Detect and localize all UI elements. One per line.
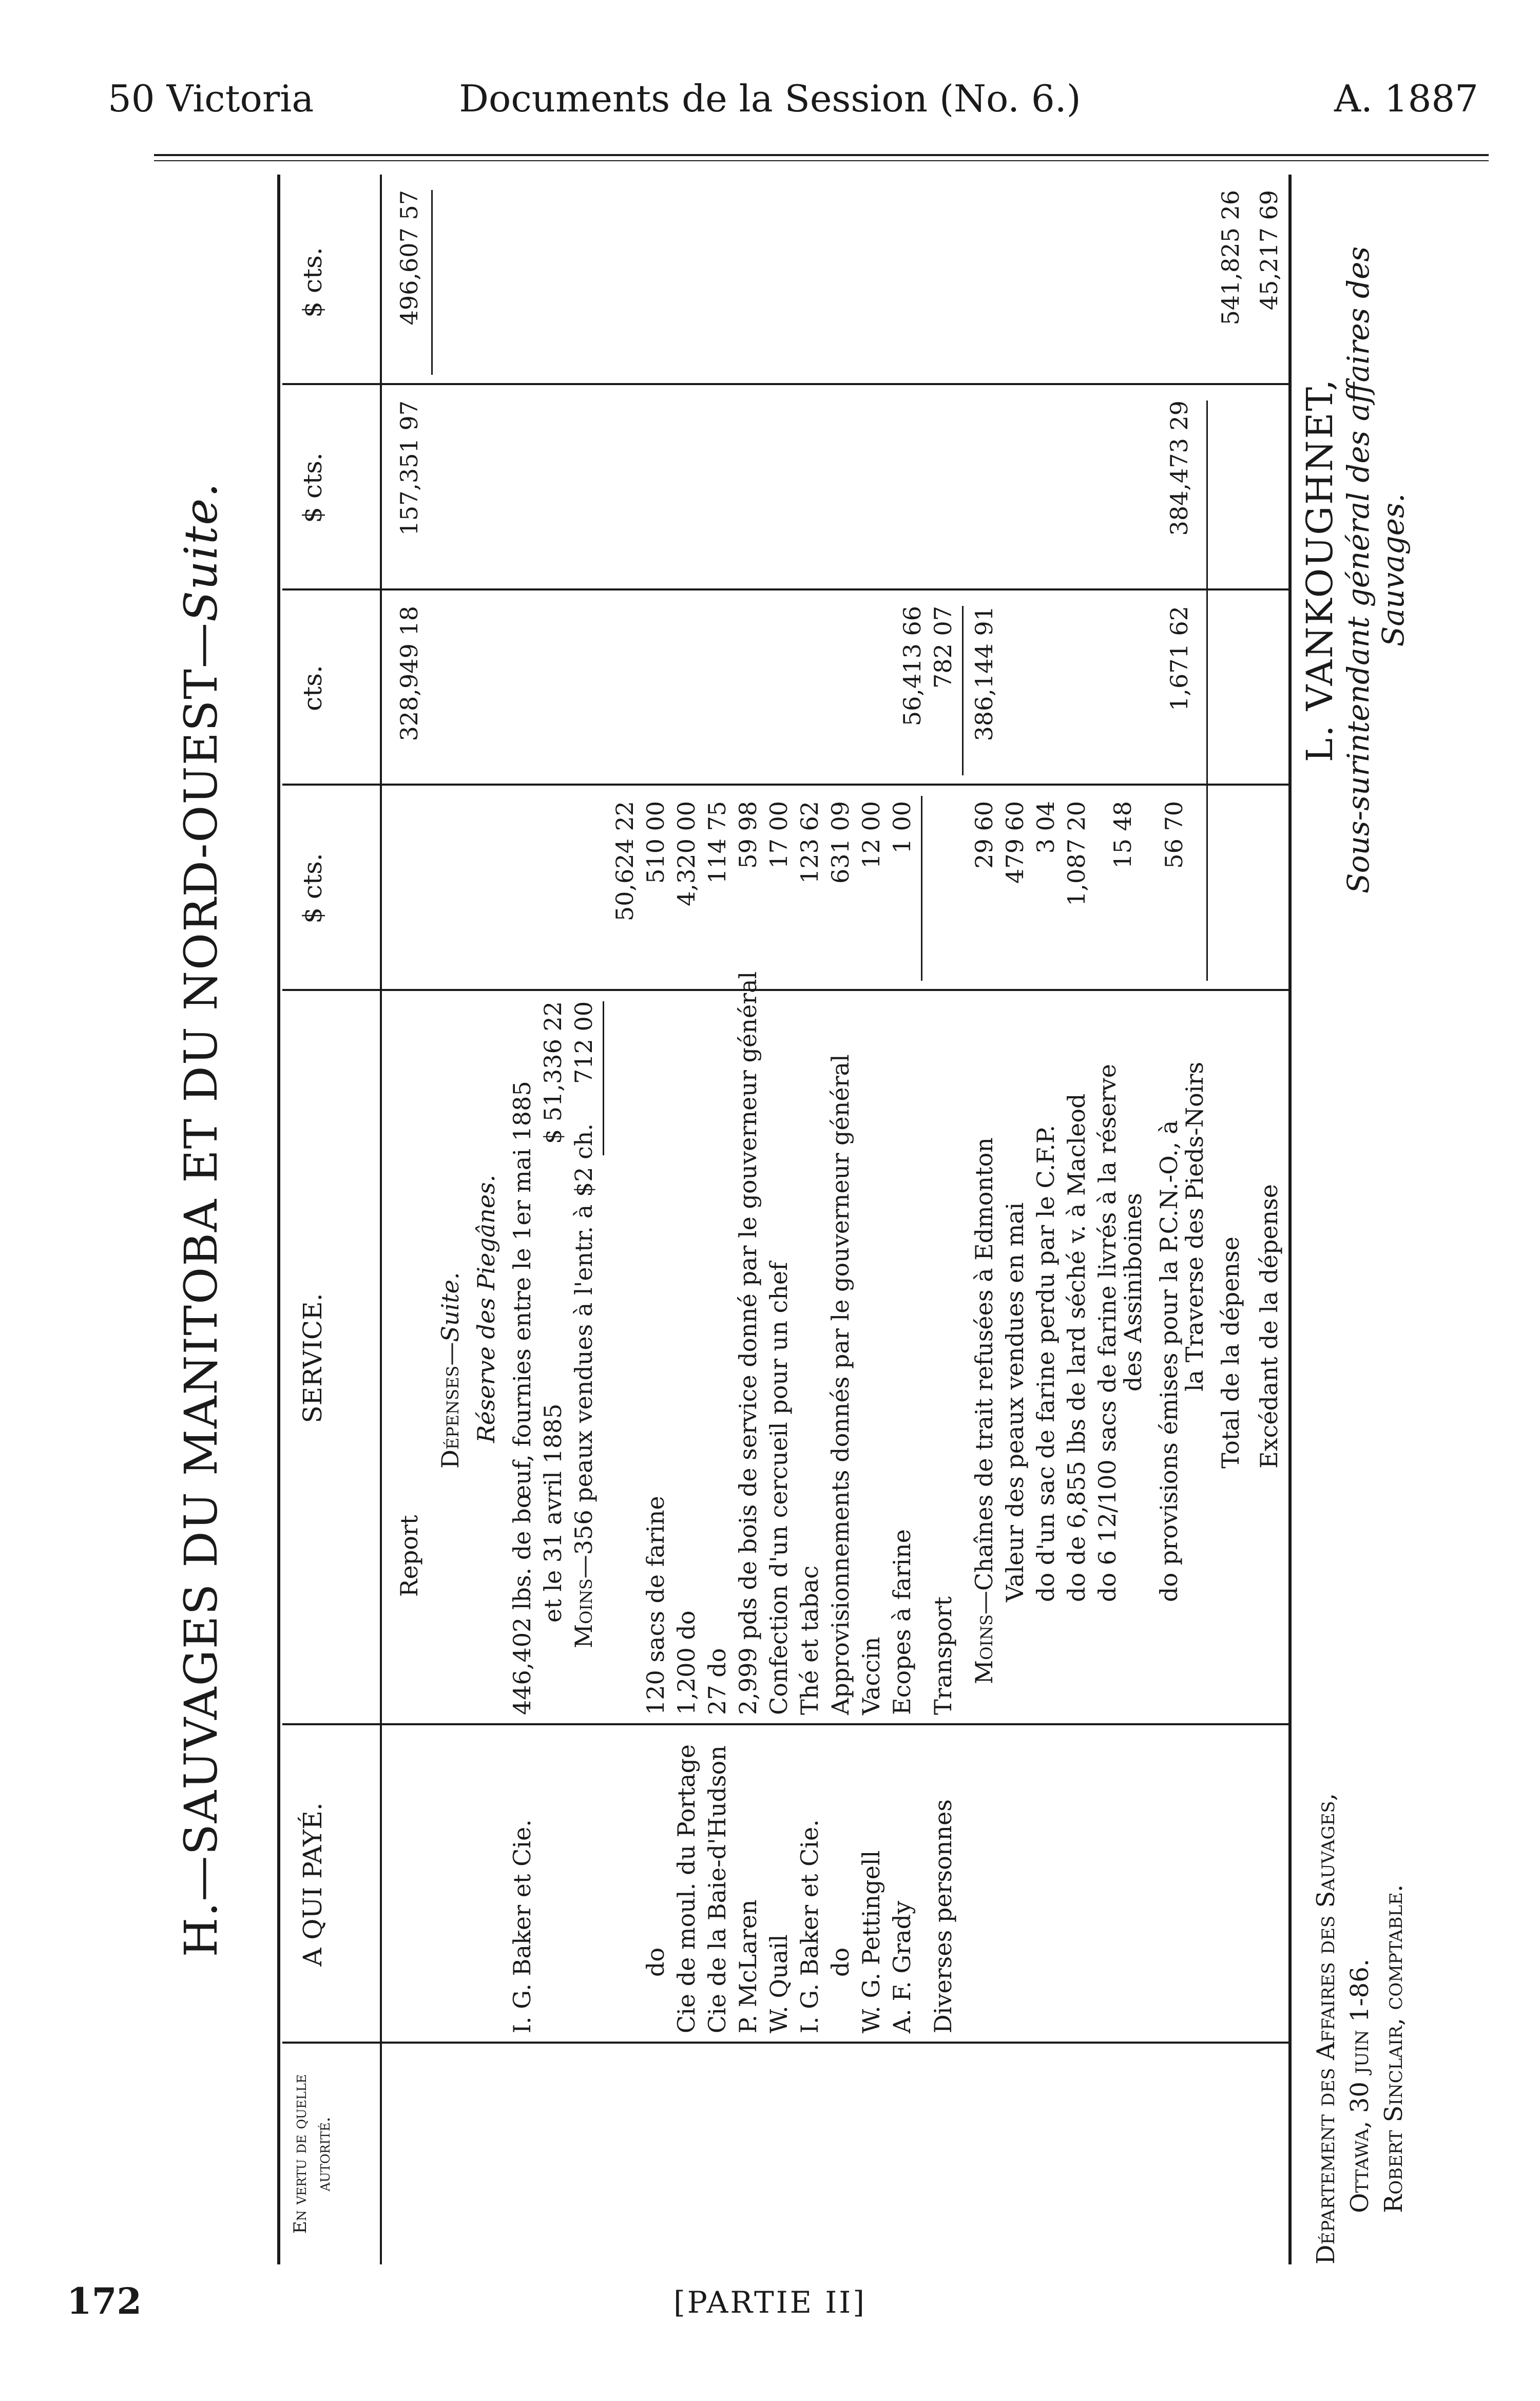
deduction-service: —Chaînes de trait refusées à Edmonton [970,1137,998,1615]
rotated-table-page [154,175,1448,2264]
table-head-rule [380,175,382,2264]
baker-amount-2: 712 00 [570,1001,598,1084]
page-number: 172 [67,2280,142,2322]
transport-amount: 782 07 [929,606,957,689]
report-amount-3: 157,351 97 [395,401,423,536]
items-subtotal-rule [921,796,922,981]
item-service: Confection d'un cercueil pour un chef [765,1262,793,1715]
item-payee: Cie de moul. du Portage [672,1744,700,2033]
item-amount: 59 98 [734,801,762,869]
report-amount-4: 496,607 57 [395,190,423,326]
transport-service: Transport [929,1596,957,1715]
deduction-service-cont: la Traverse des Pieds-Noirs [1181,1061,1208,1392]
baker-line-3-text: —356 peaux vendues à l'entr. à $2 ch. [570,1123,598,1579]
item-row [703,175,734,2264]
item-service: 120 sacs de farine [642,1496,669,1715]
item-row [857,175,888,2264]
section-head [436,1272,464,1469]
department-line-2: Ottawa, 30 juin 1-86. [1345,1958,1374,2213]
deductions-total-2: 1,671 62 [1165,606,1193,711]
deductions-total-3: 384,473 29 [1165,401,1193,536]
report-rule [431,190,433,375]
item-payee: A. F. Grady [888,1900,916,2033]
deduction-amount: 56 70 [1160,801,1188,869]
col-header-amount-1: $ cts. [298,853,328,924]
deduction-amount: 3 04 [1032,801,1060,854]
item-payee: I. G. Baker et Cie. [796,1819,823,2033]
col-header-payee: A QUI PAYÉ. [298,1802,328,1967]
item-payee: W. G. Pettingell [857,1850,885,2033]
excess-amount: 45,217 69 [1255,190,1283,311]
item-row [734,175,765,2264]
transport-rule [962,606,964,775]
col-header-authority: En vertu de quelle autorité. [290,2074,334,2234]
signatory-title: Sous-surintendant général des affaires des Sauvages. [1341,246,1411,894]
col-header-amount-4: $ cts. [298,247,328,318]
baker-payee: I. G. Baker et Cie. [508,1819,536,2033]
item-amount: 631 09 [826,801,854,884]
report-label: Report [395,1515,423,1597]
deductions-rule [1206,401,1208,981]
signatory-name: L. VANKOUGHNET, [1299,377,1341,763]
item-amount: 114 75 [703,801,731,884]
col-header-amount-3: $ cts. [298,452,328,523]
reserve-heading: Réserve des Piegânes. [472,1174,500,1443]
official-signature [1299,236,1411,904]
table-top-rule [277,175,280,2264]
item-row [765,175,796,2264]
item-amount: 12 00 [857,801,885,869]
item-row [642,175,672,2264]
report-amount-2: 328,949 18 [395,606,423,741]
total-amount: 541,825 26 [1217,190,1244,326]
baker-line-2: et le 31 avril 1885 [539,1403,567,1623]
item-amount: 1 00 [888,801,916,854]
deductions-label: Moins [970,1614,998,1684]
col-header-service: SERVICE. [298,1293,328,1423]
item-payee: do [642,1947,669,1977]
transport-payee: Diverses personnes [929,1799,957,2033]
baker-line-3 [570,1123,598,1648]
deduction-service-cont: des Assiniboines [1119,1193,1147,1392]
department-signature [1309,1793,1411,2264]
deduction-service: Valeur des peaux vendues en mai [1001,1202,1029,1602]
item-amount: 510 00 [642,801,669,884]
col-header-amount-2: cts. [298,665,328,711]
table-title [175,175,227,2264]
baker-amount-c1: 50,624 22 [611,801,639,922]
deduction-service: do de 6,855 lbs de lard séché v. à Macleod [1063,1093,1090,1602]
total-label: Total de la dépense [1217,1236,1244,1469]
deduction-service: do d'un sac de farine perdu par le C.F.P. [1032,1125,1060,1602]
header-document-title: Documents de la Session (No. 6.) [459,77,1081,120]
item-payee: P. McLaren [734,1899,762,2033]
table-title-text: H.—SAUVAGES DU MANITOBA ET DU NORD-OUEST— [175,622,227,1957]
deduction-amount: 29 60 [970,801,998,869]
table-title-suffix: Suite. [175,482,227,622]
item-service: 1,200 do [672,1610,700,1715]
item-service: 2,999 pds de bois de service donné par le gouverneur général [734,971,762,1715]
item-row [888,175,919,2264]
section-head-suffix: Suite. [436,1272,464,1342]
items-subtotal: 56,413 66 [898,606,926,727]
item-service: Thé et tabac [796,1565,823,1715]
baker-line-1: 446,402 lbs. de bœuf, fournies entre le 1er mai 1885 [508,1081,536,1715]
item-service: Approvisionnements donnés par le gouverneur général [826,1054,854,1715]
deduction-amount: 15 48 [1109,801,1137,869]
excess-label: Excédant de la dépense [1255,1184,1283,1469]
item-amount: 4,320 00 [672,801,700,906]
item-payee: do [826,1947,854,1977]
item-service: Ecopes à farine [888,1529,916,1715]
baker-amount-1: $ 51,336 22 [539,1001,567,1144]
header-session-year: 50 Victoria [108,77,314,120]
item-payee: W. Quail [765,1934,793,2033]
running-total: 386,144 91 [970,606,998,741]
item-row [672,175,703,2264]
item-row [826,175,857,2264]
item-service: Vaccin [857,1636,885,1715]
deduction-row [970,1137,998,1684]
section-head-text: Dépenses— [436,1342,464,1469]
item-amount: 123 62 [796,801,823,884]
header-rule-thin [154,160,1489,161]
baker-less-label: Moins [570,1578,598,1648]
item-service: 27 do [703,1648,731,1715]
header-year: A. 1887 [1334,77,1478,120]
part-label: [PARTIE II] [673,2285,867,2320]
baker-subtotal-rule [603,1001,604,1155]
department-line-1: Département des Affaires des Sauvages, [1312,1793,1340,2264]
item-payee: Cie de la Baie-d'Hudson [703,1745,731,2033]
item-row [796,175,826,2264]
deduction-service: do 6 12/100 sacs de farine livrés à la réserve [1093,1064,1121,1602]
deduction-amount: 1,087 20 [1063,801,1090,906]
deduction-service: do provisions émises pour la P.C.N.-O., à [1155,1120,1183,1602]
header-rule [154,154,1489,156]
item-amount: 17 00 [765,801,793,869]
department-line-3: Robert Sinclair, comptable. [1379,1884,1408,2213]
deduction-amount: 479 60 [1001,801,1029,884]
table-bottom-rule [1288,175,1292,2264]
